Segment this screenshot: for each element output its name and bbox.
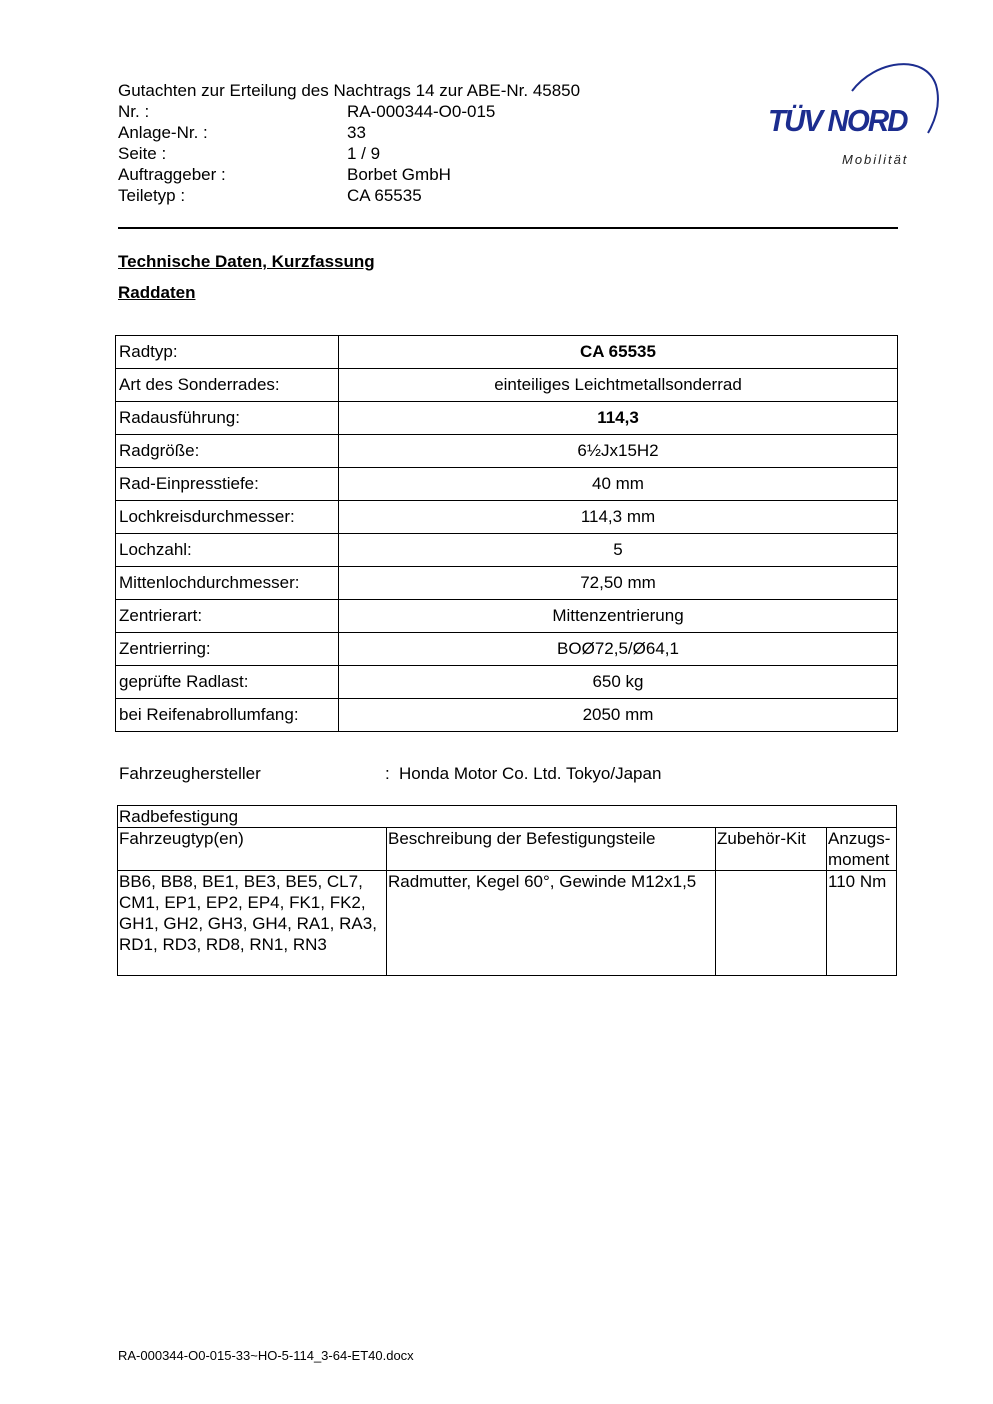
wheel-fixing-table — [117, 805, 897, 976]
header-line-seite — [118, 143, 678, 164]
section-title-technical: Technische Daten, Kurzfassung — [118, 252, 375, 271]
table-row — [116, 369, 898, 402]
row-label: Lochkreisdurchmesser: — [116, 501, 339, 534]
table-row — [116, 501, 898, 534]
tuev-nord-logo — [760, 55, 945, 175]
header-value: 1 / 9 — [347, 144, 381, 163]
column-header-torque: Anzugs- moment — [827, 828, 897, 871]
header-key: Anlage-Nr. : — [118, 123, 208, 142]
manufacturer-colon: : — [385, 764, 390, 783]
table-row — [116, 534, 898, 567]
header-line-anlage — [118, 122, 678, 143]
table-row — [118, 806, 897, 828]
row-label: Zentrierart: — [116, 600, 339, 633]
row-label: geprüfte Radlast: — [116, 666, 339, 699]
table-row — [116, 666, 898, 699]
row-label: Radtyp: — [116, 336, 339, 369]
header-key: Nr. : — [118, 102, 150, 121]
row-value: 650 kg — [339, 666, 898, 699]
table-row — [118, 871, 897, 976]
header-line-nr — [118, 101, 678, 122]
header-divider — [118, 227, 898, 229]
row-label: Art des Sonderrades: — [116, 369, 339, 402]
row-value: CA 65535 — [339, 336, 898, 369]
logo-subtitle: Mobilität — [842, 152, 909, 167]
row-label: Lochzahl: — [116, 534, 339, 567]
header-key: Teiletyp : — [118, 186, 186, 205]
table-row — [116, 336, 898, 369]
column-header-accessory-kit: Zubehör-Kit — [716, 828, 827, 871]
row-value: einteiliges Leichtmetallsonderrad — [339, 369, 898, 402]
row-label: Radgröße: — [116, 435, 339, 468]
row-label: Rad-Einpresstiefe: — [116, 468, 339, 501]
header-line-auftraggeber — [118, 164, 678, 185]
manufacturer-label: Fahrzeughersteller — [119, 764, 261, 783]
table-row — [116, 567, 898, 600]
header-value: 33 — [347, 123, 366, 142]
row-label: Mittenlochdurchmesser: — [116, 567, 339, 600]
report-title: Gutachten zur Erteilung des Nachtrags 14 zur ABE-Nr. 45850 — [118, 81, 581, 100]
manufacturer-value: Honda Motor Co. Ltd. Tokyo/Japan — [399, 764, 662, 783]
column-header-vehicle-types: Fahrzeugtyp(en) — [118, 828, 387, 871]
table-row — [116, 699, 898, 732]
row-value: 5 — [339, 534, 898, 567]
row-label: bei Reifenabrollumfang: — [116, 699, 339, 732]
wheel-data-table — [115, 335, 898, 732]
table-row — [116, 633, 898, 666]
logo-brand-text: TÜV NORD — [768, 103, 907, 138]
header-value: CA 65535 — [347, 186, 422, 205]
table-header-row — [118, 828, 897, 871]
row-value: BOØ72,5/Ø64,1 — [339, 633, 898, 666]
cell-description: Radmutter, Kegel 60°, Gewinde M12x1,5 — [387, 871, 716, 976]
section-title-wheel: Raddaten — [118, 283, 196, 302]
row-value: 114,3 — [339, 402, 898, 435]
row-label: Zentrierring: — [116, 633, 339, 666]
header-key: Seite : — [118, 144, 167, 163]
table-row — [116, 600, 898, 633]
column-header-description: Beschreibung der Befestigungsteile — [387, 828, 716, 871]
header-value: Borbet GmbH — [347, 165, 451, 184]
row-value: 114,3 mm — [339, 501, 898, 534]
row-value: 40 mm — [339, 468, 898, 501]
cell-accessory-kit — [716, 871, 827, 976]
table-row — [116, 402, 898, 435]
document-header — [118, 80, 678, 206]
table-row — [116, 435, 898, 468]
row-value: 2050 mm — [339, 699, 898, 732]
row-value: 6½Jx15H2 — [339, 435, 898, 468]
header-line-teiletyp — [118, 185, 678, 206]
row-label: Radausführung: — [116, 402, 339, 435]
header-title-line — [118, 80, 678, 101]
cell-torque: 110 Nm — [827, 871, 897, 976]
cell-vehicle-types: BB6, BB8, BE1, BE3, BE5, CL7, CM1, EP1, EP2, EP4, FK1, FK2, GH1, GH2, GH3, GH4, RA1, RA3, RD1, RD3, RD8, RN1, RN3 — [118, 871, 387, 976]
row-value: 72,50 mm — [339, 567, 898, 600]
footer-filename: RA-000344-O0-015-33~HO-5-114_3-64-ET40.docx — [118, 1348, 414, 1363]
table-row — [116, 468, 898, 501]
fixing-title: Radbefestigung — [118, 806, 897, 828]
row-value: Mittenzentrierung — [339, 600, 898, 633]
header-key: Auftraggeber : — [118, 165, 226, 184]
header-value: RA-000344-O0-015 — [347, 102, 496, 121]
